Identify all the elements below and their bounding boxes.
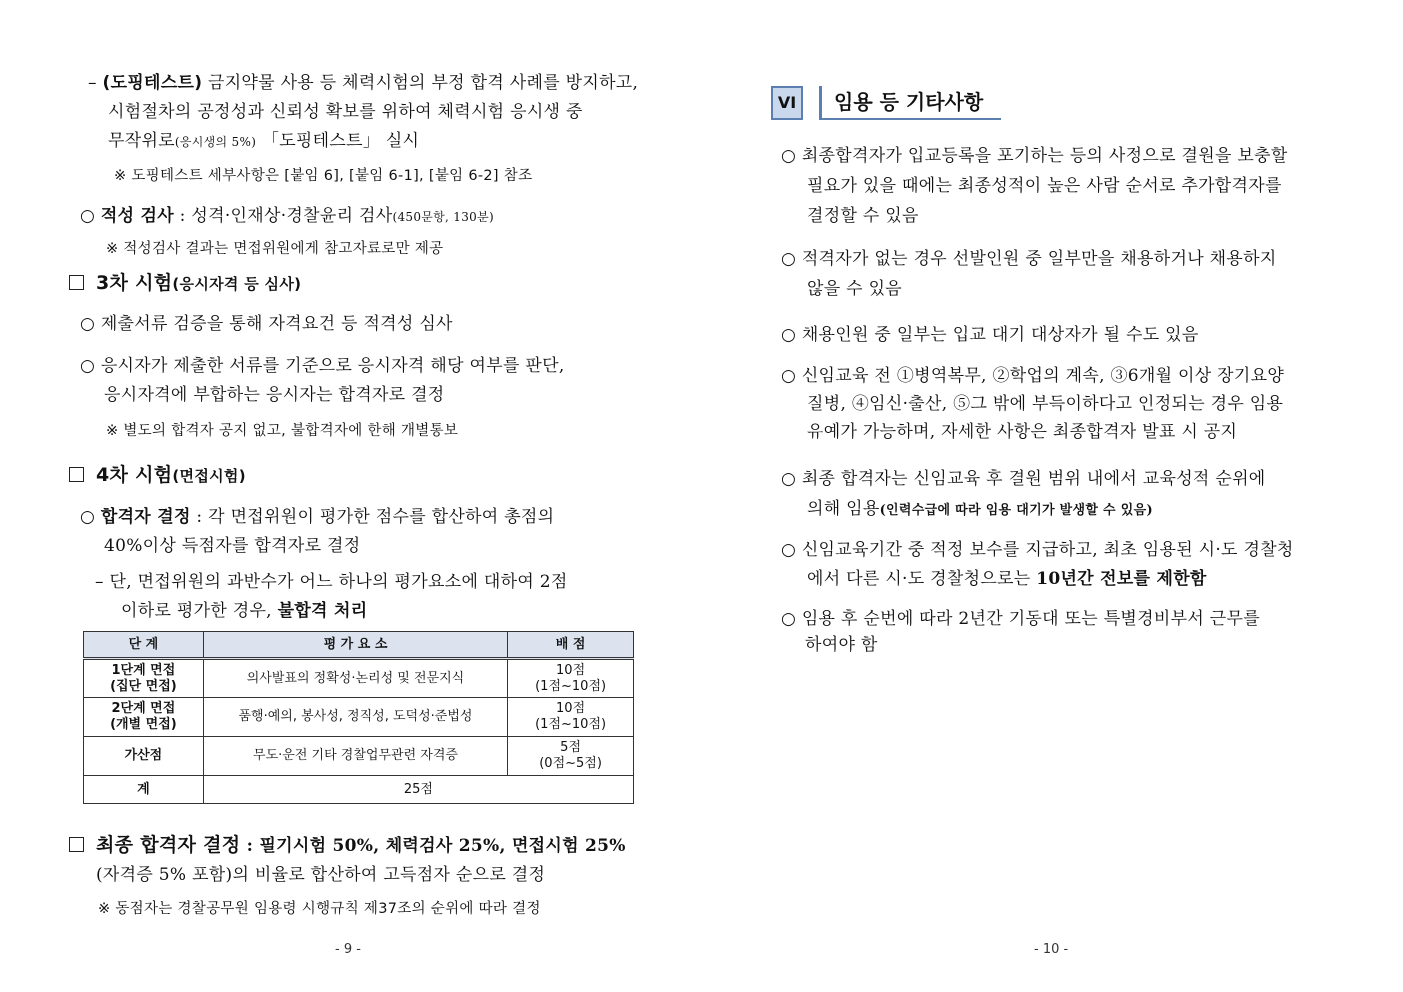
- item5-line1: ○ 최종 합격자는 신임교육 후 결원 범위 내에서 교육성적 순위에: [781, 469, 1266, 489]
- total-value-cell: 25점: [203, 776, 633, 804]
- stage-cell: [84, 659, 204, 698]
- pass-decision-text: : 각 면접위원이 평가한 점수를 합산하여 총점의: [190, 507, 555, 527]
- aptitude-note: ※ 적성검사 결과는 면접위원에게 참고자료로만 제공: [106, 241, 444, 257]
- item1-line1: ○ 최종합격자가 입교등록을 포기하는 등의 사정으로 결원을 보충할: [781, 146, 1288, 166]
- aptitude-line: [80, 205, 494, 228]
- item5-line2: [807, 498, 1153, 522]
- bullet: ○: [80, 206, 96, 226]
- third-exam-title: 3차 시험: [96, 272, 173, 294]
- doping-text: 금지약물 사용 등 체력시험의 부정 합격 사례를 방지하고,: [202, 73, 639, 93]
- third-item1: ○ 제출서류 검증을 통해 자격요건 등 적격성 심사: [80, 314, 453, 334]
- bullet: ○: [80, 507, 96, 527]
- checkbox-square-icon: [69, 275, 84, 290]
- item4-line2: 질병, ④임신·출산, ⑤그 밖에 부득이하다고 인정되는 경우 임용: [807, 394, 1284, 414]
- score-cell: [508, 698, 634, 737]
- col-header-score: 배 점: [508, 632, 634, 659]
- fail-rule-text: 이하로 평가한 경우,: [121, 601, 278, 621]
- item6-line2: [807, 568, 1207, 590]
- checkbox-square-icon: [69, 837, 84, 852]
- score-value: 10점: [556, 662, 586, 678]
- third-item2-line2: 응시자격에 부합하는 응시자는 합격자로 결정: [104, 385, 445, 405]
- item1-line2: 필요가 있을 때에는 최종성적이 높은 사람 순서로 추가합격자를: [807, 176, 1282, 196]
- stage-name: 1단계 면접: [111, 662, 176, 678]
- final-ratio: 필기시험 50%, 체력검사 25%, 면접시험 25%: [259, 836, 626, 856]
- pass-decision-line1: [80, 506, 554, 528]
- pass-decision-line2: 40%이상 득점자를 합격자로 결정: [104, 536, 361, 556]
- third-note: ※ 별도의 합격자 공지 없고, 불합격자에 한해 개별통보: [106, 423, 459, 439]
- score-value: 5점: [560, 740, 582, 755]
- table-row: [84, 698, 634, 737]
- item6-bold-text: 10년간 전보를 제한함: [1036, 569, 1207, 589]
- fourth-exam-heading: [69, 464, 246, 487]
- table-row: [84, 659, 634, 698]
- section-title: 임용 등 기타사항: [819, 86, 1001, 120]
- dash-marker: –: [88, 73, 97, 93]
- element-cell: 의사발표의 정확성·논리성 및 전문지식: [203, 659, 507, 698]
- table-header-row: [84, 632, 634, 659]
- item5-text: 의해 임용: [807, 499, 880, 519]
- stage-type: (개별 면접): [110, 717, 177, 732]
- col-header-stage: 단 계: [84, 632, 204, 659]
- item3-line1: ○ 채용인원 중 일부는 입교 대기 대상자가 될 수도 있음: [781, 325, 1199, 345]
- item6-line1: ○ 신임교육기간 중 적정 보수를 지급하고, 최초 임용된 시·도 경찰청: [781, 540, 1294, 560]
- table-row: [84, 737, 634, 776]
- item5-bold-note: (인력수급에 따라 임용 대기가 발생할 수 있음): [879, 503, 1153, 518]
- third-item2-line1: ○ 응시자가 제출한 서류를 기준으로 응시자격 해당 여부를 판단,: [80, 356, 565, 376]
- stage-name: 2단계 면접: [111, 701, 176, 716]
- third-exam-sub: (응시자격 등 심사): [172, 275, 302, 293]
- fail-rule-line1: – 단, 면접위원의 과반수가 어느 하나의 평가요소에 대하여 2점: [95, 572, 568, 592]
- doping-line1: [88, 72, 638, 94]
- item2-line2: 않을 수 있음: [807, 279, 903, 299]
- item4-line1: ○ 신임교육 전 ①병역복무, ②학업의 계속, ③6개월 이상 장기요양: [781, 366, 1285, 386]
- item6-text: 에서 다른 시·도 경찰청으로는: [807, 569, 1037, 589]
- score-cell: [508, 659, 634, 698]
- score-range: (0점~5점): [539, 756, 602, 771]
- fail-label: 불합격 처리: [277, 601, 368, 621]
- element-cell: 무도·운전 기타 경찰업무관련 자격증: [203, 737, 507, 776]
- fourth-exam-sub: (면접시험): [172, 467, 246, 485]
- doping-line3: [108, 130, 419, 153]
- pass-decision-label: 합격자 결정: [100, 507, 191, 527]
- table-total-row: [84, 776, 634, 804]
- final-line2: (자격증 5% 포함)의 비율로 합산하여 고득점자 순으로 결정: [96, 865, 546, 885]
- aptitude-detail: (450문항, 130분): [392, 210, 494, 224]
- score-range: (1점~10점): [535, 717, 607, 732]
- item7-line1: ○ 임용 후 순번에 따라 2년간 기동대 또는 특별경비부서 근무를: [781, 609, 1260, 629]
- page-number: - 10 -: [1034, 942, 1069, 957]
- item7-line2: 하여야 함: [805, 635, 878, 655]
- checkbox-square-icon: [69, 467, 84, 482]
- score-value: 10점: [556, 701, 586, 716]
- doping-line2: 시험절차의 공정성과 신뢰성 확보를 위하여 체력시험 응시생 중: [108, 102, 583, 122]
- stage-cell: [84, 698, 204, 737]
- interview-score-table: [83, 631, 634, 804]
- doping-note: ※ 도핑테스트 세부사항은 [붙임 6], [붙임 6-1], [붙임 6-2] 참조: [114, 168, 533, 184]
- section-number-box: VI: [771, 86, 803, 120]
- page-number: - 9 -: [335, 942, 361, 957]
- total-label-cell: 계: [84, 776, 204, 804]
- third-exam-heading: [69, 272, 301, 295]
- stage-cell: 가산점: [84, 737, 204, 776]
- stage-type: (집단 면접): [110, 678, 177, 694]
- score-cell: [508, 737, 634, 776]
- aptitude-text: : 성격·인재상·경찰윤리 검사: [173, 206, 393, 226]
- item1-line3: 결정할 수 있음: [807, 206, 919, 226]
- page-left: [0, 0, 701, 992]
- aptitude-label: 적성 검사: [100, 206, 174, 226]
- doping-ratio: (응시생의 5%): [174, 135, 257, 149]
- colon: :: [240, 836, 260, 856]
- fourth-exam-title: 4차 시험: [96, 464, 173, 486]
- doping-label: (도핑테스트): [102, 73, 203, 93]
- item4-line3: 유예가 가능하며, 자세한 사항은 최종합격자 발표 시 공지: [807, 422, 1238, 442]
- final-decision-heading: [69, 834, 626, 857]
- item2-line1: ○ 적격자가 없는 경우 선발인원 중 일부만을 채용하거나 채용하지: [781, 249, 1277, 269]
- page-right: [701, 0, 1403, 992]
- element-cell: 품행·예의, 봉사성, 정직성, 도덕성·준법성: [203, 698, 507, 737]
- score-range: (1점~10점): [535, 678, 607, 694]
- final-note: ※ 동점자는 경찰공무원 임용령 시행규칙 제37조의 순위에 따라 결정: [98, 901, 541, 917]
- doping-line3-end: 「도핑테스트」 실시: [261, 131, 420, 151]
- doping-line3-text: 무작위로: [108, 131, 175, 151]
- col-header-element: 평 가 요 소: [203, 632, 507, 659]
- final-decision-title: 최종 합격자 결정: [96, 834, 241, 856]
- fail-rule-line2: [121, 600, 367, 622]
